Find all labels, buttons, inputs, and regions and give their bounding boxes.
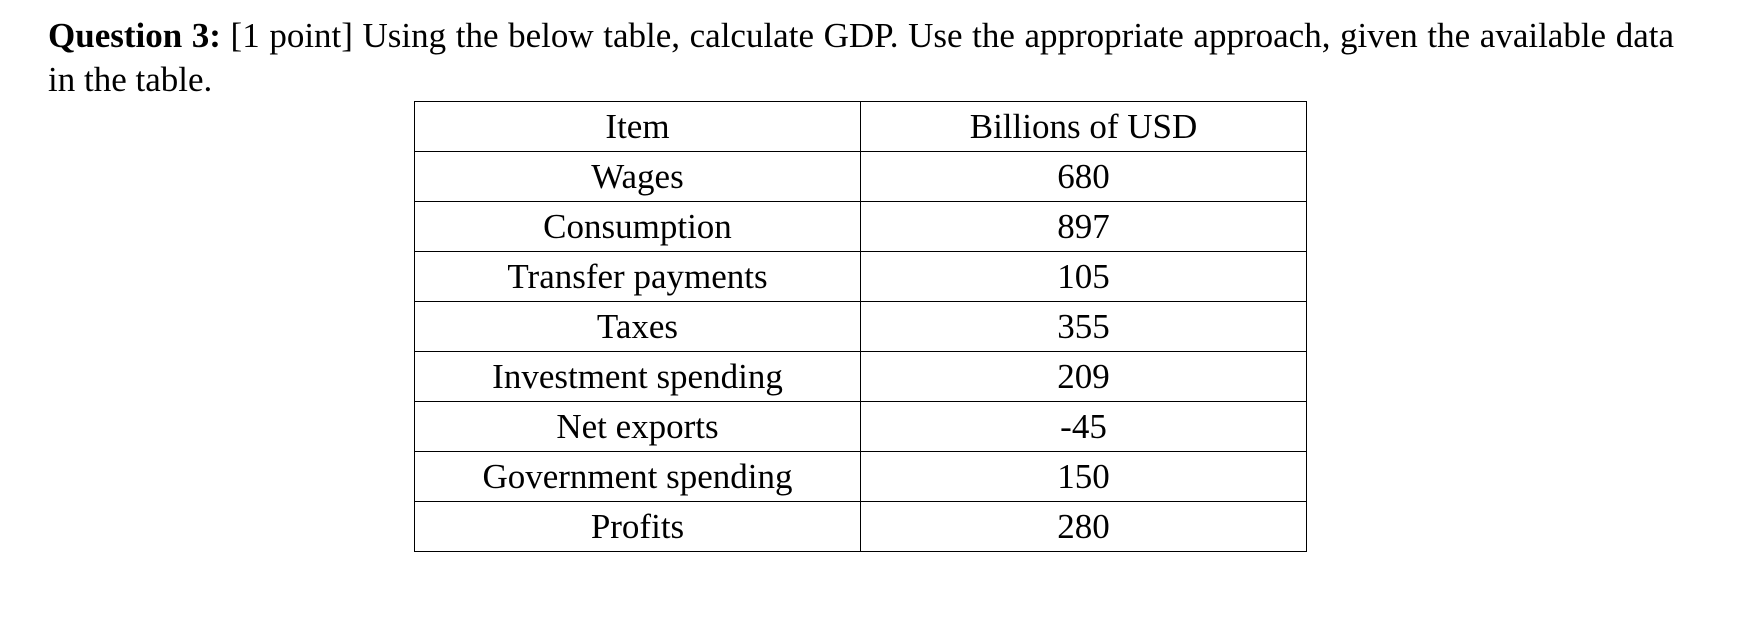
item-cell: Net exports — [415, 402, 861, 452]
value-cell: 680 — [861, 152, 1307, 202]
table-row — [415, 252, 1307, 302]
table-row — [415, 202, 1307, 252]
header-item: Item — [415, 102, 861, 152]
item-cell: Consumption — [415, 202, 861, 252]
table-row — [415, 152, 1307, 202]
gdp-data-table — [414, 101, 1307, 552]
item-cell: Investment spending — [415, 352, 861, 402]
table-row — [415, 402, 1307, 452]
value-cell: 105 — [861, 252, 1307, 302]
value-cell: 150 — [861, 452, 1307, 502]
value-cell: 280 — [861, 502, 1307, 552]
question-text: [1 point] Using the below table, calculate GDP. Use the appropriate approach, given the available data in the table. — [48, 16, 1674, 99]
item-cell: Wages — [415, 152, 861, 202]
table-row — [415, 502, 1307, 552]
value-cell: 897 — [861, 202, 1307, 252]
item-cell: Transfer payments — [415, 252, 861, 302]
header-billions-usd: Billions of USD — [861, 102, 1307, 152]
question-paragraph — [48, 14, 1674, 102]
table-row — [415, 352, 1307, 402]
question-label: Question 3: — [48, 16, 221, 55]
item-cell: Taxes — [415, 302, 861, 352]
value-cell: 355 — [861, 302, 1307, 352]
table-header-row — [415, 102, 1307, 152]
value-cell: -45 — [861, 402, 1307, 452]
item-cell: Profits — [415, 502, 861, 552]
value-cell: 209 — [861, 352, 1307, 402]
item-cell: Government spending — [415, 452, 861, 502]
table-row — [415, 452, 1307, 502]
table-row — [415, 302, 1307, 352]
